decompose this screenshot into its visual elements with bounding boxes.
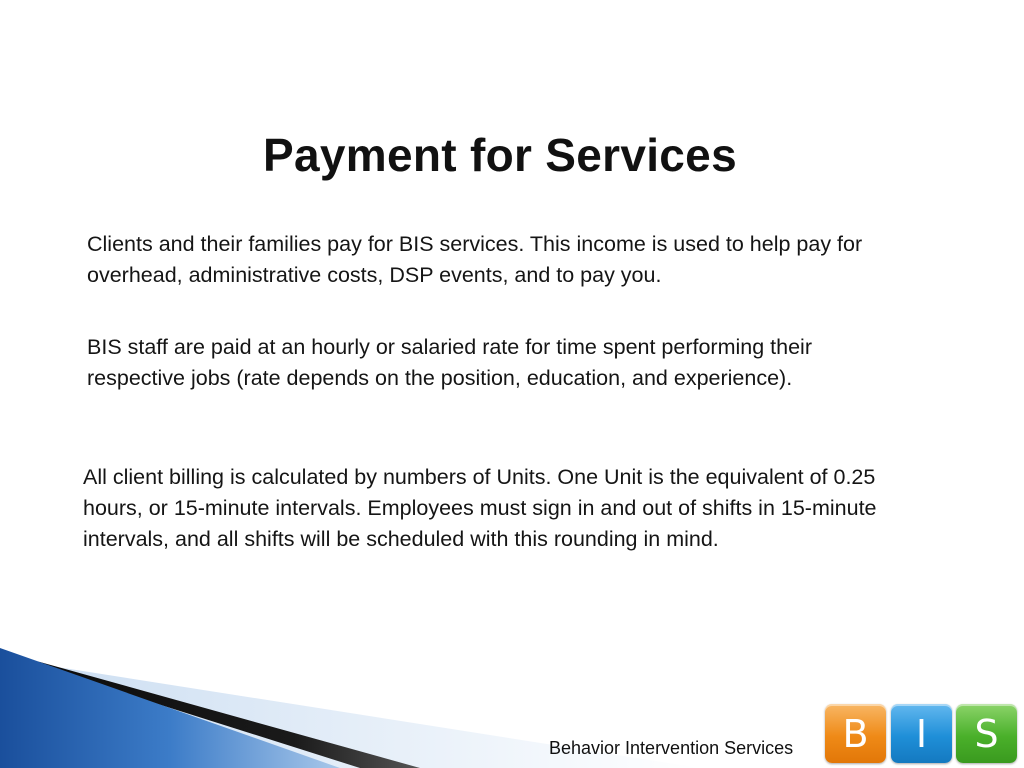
- slide-title: Payment for Services: [263, 129, 737, 181]
- paragraph-funding: Clients and their families pay for BIS services. This income is used to help pay for overhead, administrative costs, DSP events, and to pay you.: [87, 232, 863, 287]
- logo-tile-i: I: [891, 704, 952, 763]
- logo-tile-s: S: [956, 704, 1017, 763]
- logo-tile-b: B: [825, 704, 886, 763]
- bis-logo: [825, 704, 1021, 764]
- paragraph-staff-pay: BIS staff are paid at an hourly or salaried rate for time spent performing their respective jobs (rate depends on the position, education, and experience).: [87, 335, 812, 390]
- paragraph-billing-units: All client billing is calculated by numbers of Units. One Unit is the equivalent of 0.25 hours, or 15-minute intervals. Employees must sign in and out of shifts in 15-minute intervals, and all shifts will be scheduled with this rounding in mind.: [83, 465, 877, 551]
- footer-organization-name: Behavior Intervention Services: [549, 738, 794, 758]
